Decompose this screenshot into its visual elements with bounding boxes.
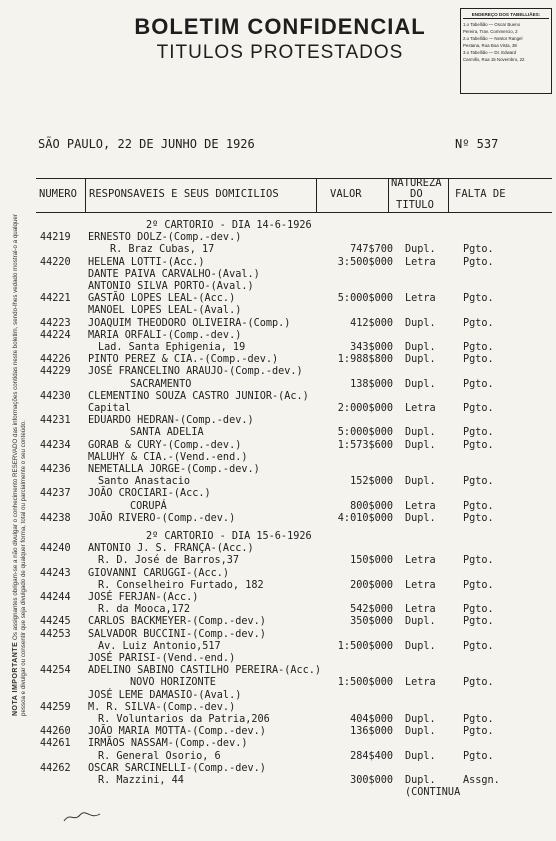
row-value: 343$000 xyxy=(350,342,393,353)
table-row xyxy=(0,403,556,415)
row-responsible: OSCAR SARCINELLI-(Comp.-dev.) xyxy=(88,763,266,774)
row-value: 136$000 xyxy=(350,726,393,737)
address-line: 1.o Tabellião — Oscar Bueno xyxy=(463,22,521,27)
row-nature: Dupl. xyxy=(405,616,436,627)
row-value: 300$000 xyxy=(350,775,393,786)
row-number: 44229 xyxy=(40,366,71,377)
table-row xyxy=(0,690,556,702)
row-responsible: R. Braz Cubas, 17 xyxy=(110,244,215,255)
row-nature: Letra xyxy=(405,580,436,591)
row-value: 1:988$800 xyxy=(337,354,393,365)
row-nature: Letra xyxy=(405,677,436,688)
section-title: 2º CARTORIO - DIA 14-6-1926 xyxy=(146,220,312,231)
row-responsible: NEMETALLA JORGE-(Comp.-dev.) xyxy=(88,464,260,475)
row-number: 44224 xyxy=(40,330,71,341)
table-row xyxy=(0,318,556,330)
row-nature: Dupl. xyxy=(405,751,436,762)
row-responsible: M. R. SILVA-(Comp.-dev.) xyxy=(88,702,236,713)
row-falta: Pgto. xyxy=(463,726,494,737)
row-responsible: SALVADOR BUCCINI-(Comp.-dev.) xyxy=(88,629,266,640)
row-responsible: HELENA LOTTI-(Acc.) xyxy=(88,257,205,268)
row-number: 44262 xyxy=(40,763,71,774)
table-row xyxy=(0,269,556,281)
table-row xyxy=(0,543,556,555)
row-number: 44234 xyxy=(40,440,71,451)
table-row xyxy=(0,293,556,305)
row-nature: Letra xyxy=(405,403,436,414)
table-row xyxy=(0,415,556,427)
row-responsible: R. da Mooca,172 xyxy=(98,604,191,615)
row-nature: Dupl. xyxy=(405,318,436,329)
row-nature: Letra xyxy=(405,293,436,304)
table-row xyxy=(0,653,556,665)
table-row xyxy=(0,232,556,244)
row-value: 5:000$000 xyxy=(337,293,393,304)
row-number: 44245 xyxy=(40,616,71,627)
table-row xyxy=(0,775,556,787)
row-responsible: DANTE PAIVA CARVALHO-(Aval.) xyxy=(88,269,260,280)
row-number: 44238 xyxy=(40,513,71,524)
row-value: 5:000$000 xyxy=(337,427,393,438)
row-number: 44243 xyxy=(40,568,71,579)
row-nature: Dupl. xyxy=(405,476,436,487)
table-row xyxy=(0,641,556,653)
address-line: Pestana, Rua Boa Vista, 38 xyxy=(463,43,517,48)
row-nature: Dupl. xyxy=(405,513,436,524)
row-falta: Pgto. xyxy=(463,403,494,414)
address-line: 3.o Tabellião — Dr. Edward xyxy=(463,50,517,55)
row-nature: Letra xyxy=(405,501,436,512)
address-line: 2.o Tabellião — Nestor Rangel xyxy=(463,36,523,41)
row-value: 1:573$600 xyxy=(337,440,393,451)
table-row xyxy=(0,354,556,366)
side-note-text: Os assignantes obrigam-se a não divulgar o conhecimento RESERVADO das informações contidas neste boletim, sendo-lhes vedado mostral-o a qualquer pessoa e divulgar ou consentir que seja divulgado de qualquer forma, total ou parcialmente o seu conteúdo. xyxy=(12,214,27,716)
row-falta: Pgto. xyxy=(463,580,494,591)
row-falta: Pgto. xyxy=(463,293,494,304)
table-row xyxy=(0,342,556,354)
row-falta: Pgto. xyxy=(463,257,494,268)
row-responsible: R. General Osorio, 6 xyxy=(98,751,221,762)
address-line: Carmillo, Rua 15 Novembro, 22 xyxy=(463,57,525,62)
row-responsible: JOÃO RIVERO-(Comp.-dev.) xyxy=(88,513,236,524)
row-number: 44226 xyxy=(40,354,71,365)
row-falta: Pgto. xyxy=(463,427,494,438)
table-row xyxy=(0,629,556,641)
row-responsible: ERNESTO DOLZ-(Comp.-dev.) xyxy=(88,232,242,243)
row-responsible: ANTONIO SILVA PORTO-(Aval.) xyxy=(88,281,254,292)
row-value: 1:500$000 xyxy=(337,677,393,688)
row-number: 44221 xyxy=(40,293,71,304)
row-nature: Dupl. xyxy=(405,244,436,255)
table-row xyxy=(0,391,556,403)
col-header-numero: NUMERO xyxy=(39,188,77,200)
row-nature: Dupl. xyxy=(405,641,436,652)
row-responsible: JOSÉ FERJAN-(Acc.) xyxy=(88,592,199,603)
row-value: 4:010$000 xyxy=(337,513,393,524)
row-number: 44237 xyxy=(40,488,71,499)
row-responsible: ANTONIO J. S. FRANÇA-(Acc.) xyxy=(88,543,254,554)
row-responsible: Lad. Santa Ephigenia, 19 xyxy=(98,342,246,353)
table-row xyxy=(0,677,556,689)
row-responsible: IRMÃOS NASSAM-(Comp.-dev.) xyxy=(88,738,248,749)
row-falta: Pgto. xyxy=(463,555,494,566)
table-row xyxy=(0,427,556,439)
side-note-heading: NOTA IMPORTANTE xyxy=(12,641,19,716)
table-header-rule xyxy=(36,212,552,213)
row-value: 412$000 xyxy=(350,318,393,329)
row-number: 44244 xyxy=(40,592,71,603)
row-responsible: GORAB & CURY-(Comp.-dev.) xyxy=(88,440,242,451)
row-responsible: MALUHY & CIA.-(Vend.-end.) xyxy=(88,452,248,463)
table-row xyxy=(0,665,556,677)
row-number: 44236 xyxy=(40,464,71,475)
row-value: 350$000 xyxy=(350,616,393,627)
dateline: SÃO PAULO, 22 DE JUNHO DE 1926 xyxy=(38,137,255,151)
row-responsible: EDUARDO HEDRAN-(Comp.-dev.) xyxy=(88,415,254,426)
row-falta: Pgto. xyxy=(463,342,494,353)
row-value: 1:500$000 xyxy=(337,641,393,652)
row-falta: Pgto. xyxy=(463,244,494,255)
row-falta: Pgto. xyxy=(463,604,494,615)
table-row xyxy=(0,555,556,567)
row-responsible: PINTO PEREZ & CIA.-(Comp.-dev.) xyxy=(88,354,279,365)
col-header-responsaveis: RESPONSAVEIS E SEUS DOMICILIOS xyxy=(89,188,279,200)
row-responsible: NOVO HORIZONTE xyxy=(130,677,216,688)
row-nature: Dupl. xyxy=(405,354,436,365)
row-number: 44253 xyxy=(40,629,71,640)
col-header-natureza-titulo: TITULO xyxy=(396,199,434,211)
address-box-title: ENDEREÇO DOS TABELLIÃES: xyxy=(463,11,549,19)
col-header-natureza-do: DO xyxy=(410,188,423,200)
row-responsible: CLEMENTINO SOUZA CASTRO JUNIOR-(Ac.) xyxy=(88,391,309,402)
row-falta: Pgto. xyxy=(463,641,494,652)
table-row xyxy=(0,379,556,391)
table-row xyxy=(0,257,556,269)
row-value: 404$000 xyxy=(350,714,393,725)
table-row xyxy=(0,281,556,293)
row-falta: Pgto. xyxy=(463,714,494,725)
table-row xyxy=(0,305,556,317)
table-row xyxy=(0,580,556,592)
col-header-falta: FALTA DE xyxy=(455,188,506,200)
table-row xyxy=(0,604,556,616)
table-row xyxy=(0,366,556,378)
row-number: 44219 xyxy=(40,232,71,243)
handwritten-mark xyxy=(62,810,102,824)
row-responsible: GIOVANNI CARUGGI-(Acc.) xyxy=(88,568,230,579)
table-row xyxy=(0,476,556,488)
col-header-natureza: NATUREZA xyxy=(391,177,442,189)
row-number: 44220 xyxy=(40,257,71,268)
row-value: 800$000 xyxy=(350,501,393,512)
row-nature: Dupl. xyxy=(405,440,436,451)
row-responsible: JOSÉ LEME DAMASIO-(Aval.) xyxy=(88,690,242,701)
row-nature: Dupl. xyxy=(405,342,436,353)
row-number: 44223 xyxy=(40,318,71,329)
table-row xyxy=(0,714,556,726)
row-number: 44230 xyxy=(40,391,71,402)
table-row xyxy=(0,616,556,628)
row-value: 3:500$000 xyxy=(337,257,393,268)
row-responsible: SANTA ADELIA xyxy=(130,427,204,438)
row-number: 44260 xyxy=(40,726,71,737)
row-nature: Letra xyxy=(405,257,436,268)
row-value: 152$000 xyxy=(350,476,393,487)
row-falta: Pgto. xyxy=(463,318,494,329)
row-responsible: CORUPÁ xyxy=(130,501,167,512)
row-responsible: R. Conselheiro Furtado, 182 xyxy=(98,580,264,591)
row-responsible: Av. Luiz Antonio,517 xyxy=(98,641,221,652)
section-heading xyxy=(0,531,556,543)
row-falta: Pgto. xyxy=(463,354,494,365)
table-row xyxy=(0,440,556,452)
col-header-valor: VALOR xyxy=(330,188,362,200)
row-nature: Dupl. xyxy=(405,427,436,438)
row-responsible: ADELINO SABINO CASTILHO PEREIRA-(Acc.) xyxy=(88,665,322,676)
row-value: 747$700 xyxy=(350,244,393,255)
row-responsible: GASTÃO LOPES LEAL-(Acc.) xyxy=(88,293,236,304)
row-value: 284$400 xyxy=(350,751,393,762)
row-value: 2:000$000 xyxy=(337,403,393,414)
row-nature: (CONTINUA xyxy=(405,787,461,798)
row-responsible: R. D. José de Barros,37 xyxy=(98,555,240,566)
row-responsible: R. Voluntarios da Patria,206 xyxy=(98,714,270,725)
row-responsible: Capital xyxy=(88,403,131,414)
row-value: 542$000 xyxy=(350,604,393,615)
table-row xyxy=(0,488,556,500)
table-row xyxy=(0,330,556,342)
row-falta: Assgn. xyxy=(463,775,500,786)
row-responsible: R. Mazzini, 44 xyxy=(98,775,184,786)
table-row xyxy=(0,592,556,604)
row-number: 44254 xyxy=(40,665,71,676)
page-subtitle: TITULOS PROTESTADOS xyxy=(156,42,404,63)
row-falta: Pgto. xyxy=(463,616,494,627)
table-row xyxy=(0,763,556,775)
table-row xyxy=(0,513,556,525)
page-title: BOLETIM CONFIDENCIAL xyxy=(134,14,426,39)
section-heading xyxy=(0,220,556,232)
table-header xyxy=(0,178,556,212)
row-nature: Letra xyxy=(405,604,436,615)
row-nature: Dupl. xyxy=(405,726,436,737)
section-title: 2º CARTORIO - DIA 15-6-1926 xyxy=(146,531,312,542)
table-row xyxy=(0,726,556,738)
row-responsible: JOÃO CROCIARI-(Acc.) xyxy=(88,488,211,499)
table-row xyxy=(0,751,556,763)
row-nature: Dupl. xyxy=(405,775,436,786)
table-row xyxy=(0,452,556,464)
row-nature: Letra xyxy=(405,555,436,566)
row-falta: Pgto. xyxy=(463,501,494,512)
row-falta: Pgto. xyxy=(463,677,494,688)
row-nature: Dupl. xyxy=(405,714,436,725)
row-responsible: SACRAMENTO xyxy=(130,379,192,390)
row-value: 200$000 xyxy=(350,580,393,591)
row-falta: Pgto. xyxy=(463,476,494,487)
table-row xyxy=(0,501,556,513)
row-number: 44261 xyxy=(40,738,71,749)
row-value: 150$000 xyxy=(350,555,393,566)
address-line: Pereira, Trav. Commercio, 2 xyxy=(463,29,518,34)
table-row xyxy=(0,787,556,799)
row-responsible: JOÃO MARIA MOTTA-(Comp.-dev.) xyxy=(88,726,266,737)
table-row xyxy=(0,702,556,714)
table-row xyxy=(0,738,556,750)
row-responsible: JOAQUIM THEODORO OLIVEIRA-(Comp.) xyxy=(88,318,291,329)
row-responsible: CARLOS BACKMEYER-(Comp.-dev.) xyxy=(88,616,266,627)
row-responsible: Santo Anastacio xyxy=(98,476,191,487)
row-nature: Dupl. xyxy=(405,379,436,390)
row-falta: Pgto. xyxy=(463,440,494,451)
row-falta: Pgto. xyxy=(463,513,494,524)
bulletin-number: Nº 537 xyxy=(455,137,499,151)
table-row xyxy=(0,464,556,476)
row-responsible: JOSÉ FRANCELINO ARAUJO-(Comp.-dev.) xyxy=(88,366,303,377)
row-responsible: MARIA ORFALI-(Comp.-dev.) xyxy=(88,330,242,341)
row-number: 44259 xyxy=(40,702,71,713)
row-falta: Pgto. xyxy=(463,751,494,762)
address-box xyxy=(460,8,552,94)
row-value: 138$000 xyxy=(350,379,393,390)
table-row xyxy=(0,244,556,256)
row-number: 44240 xyxy=(40,543,71,554)
table-row xyxy=(0,568,556,580)
row-falta: Pgto. xyxy=(463,379,494,390)
row-number: 44231 xyxy=(40,415,71,426)
row-responsible: MANOEL LOPES LEAL-(Aval.) xyxy=(88,305,242,316)
row-responsible: JOSÉ PARISI-(Vend.-end.) xyxy=(88,653,236,664)
